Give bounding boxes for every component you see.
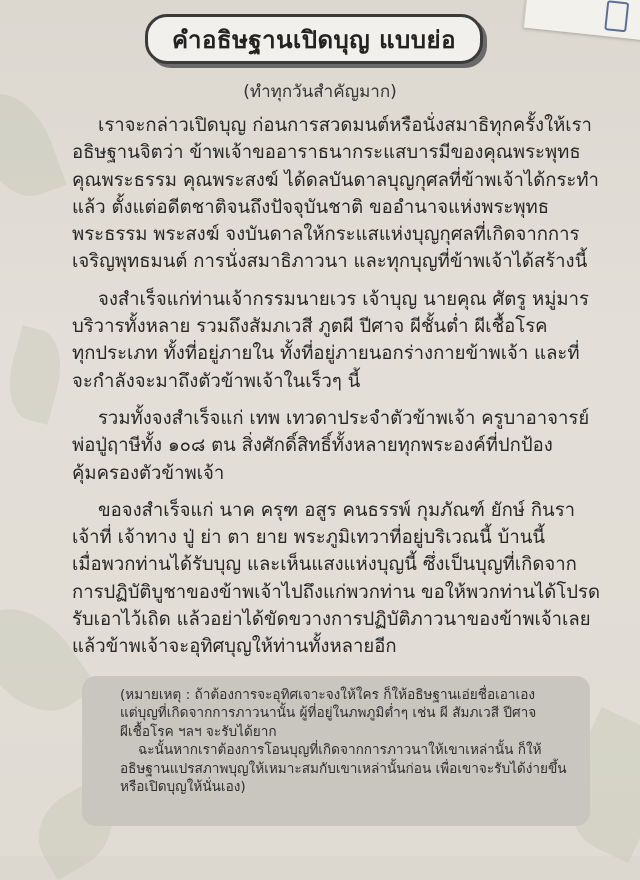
body-text <box>72 112 604 661</box>
text-line: บริวารทั้งหลาย รวมถึงสัมภเวสี ภูตผี ปีศาจ ผีชั้นต่ำ ผีเชื้อโรค <box>72 316 548 338</box>
text-line: รวมทั้งจงสำเร็จแก่ เทพ เทวดาประจำตัวข้าพเจ้า ครูบาอาจารย์ <box>98 407 590 429</box>
text-line: แล้วข้าพเจ้าจะอุทิศบุญให้ท่านทั้งหลายอีก <box>72 636 397 658</box>
text-line: การปฏิบัติบูชาของข้าพเจ้าไปถึงแก่พวกท่าน ขอให้พวกท่านได้โปรด <box>72 581 600 603</box>
page-title: คำอธิษฐานเปิดบุญ แบบย่อ <box>171 25 456 54</box>
text-line: พ่อปู่ฤาษีทั้ง ๑๐๘ ตน สิ่งศักดิ์สิทธิ์ทั้งหลายทุกพระองค์ที่ปกป้อง <box>72 435 553 457</box>
text-line: เราจะกล่าวเปิดบุญ ก่อนการสวดมนต์หรือนั่งสมาธิทุกครั้งให้เรา <box>98 115 592 136</box>
text-line: ขอจงสำเร็จแก่ นาค ครุฑ อสูร คนธรรพ์ กุมภัณฑ์ ยักษ์ กินรา <box>98 499 576 521</box>
text-line: อธิษฐานจิตว่า ข้าพเจ้าขออาราธนากระแสบารมีของคุณพระพุทธ <box>72 142 581 164</box>
text-line: รับเอาไว้เถิด แล้วอย่าได้ขัดขวางการปฏิบัติภาวนาของข้าพเจ้าเลย <box>72 609 591 631</box>
note-line: หรือเปิดบุญให้นั่นเอง) <box>120 779 246 796</box>
corner-card <box>523 0 640 40</box>
title-banner <box>145 14 483 64</box>
text-line: เมื่อพวกท่านได้รับบุญ และเห็นแสงแห่งบุญนี้ ซึ่งเป็นบุญที่เกิดจาก <box>72 554 577 576</box>
page-subtitle: (ทำทุกวันสำคัญมาก) <box>243 82 397 102</box>
note-line: ผีเชื้อโรค ฯลฯ จะรับได้ยาก <box>120 723 277 740</box>
note-line: แต่บุญที่เกิดจากการภาวนานั้น ผู้ที่อยู่ในภพภูมิต่ำๆ เช่น ผี สัมภเวสี ปีศาจ <box>120 705 537 722</box>
note-line: อธิษฐานแปรสภาพบุญให้เหมาะสมกับเขาเหล่านั้นก่อน เพื่อเขาจะรับได้ง่ายขึ้น <box>120 760 567 777</box>
stamp-icon <box>604 0 629 32</box>
text-line: จะกำลังจะมาถึงตัวข้าพเจ้าในเร็วๆ นี้ <box>72 370 361 392</box>
text-line: พระธรรม พระสงฆ์ จงบันดาลให้กระแสแห่งบุญกุศลที่เกิดจากการ <box>72 224 580 246</box>
text-line: เจริญพุทธมนต์ การนั่งสมาธิภาวนา และทุกบุญที่ข้าพเจ้าได้สร้างนี้ <box>72 251 588 273</box>
text-line: เจ้าที่ เจ้าทาง ปู่ ย่า ตา ยาย พระภูมิเทวาที่อยู่บริเวณนี้ บ้านนี้ <box>72 527 546 549</box>
text-line: จงสำเร็จแก่ท่านเจ้ากรรมนายเวร เจ้าบุญ นายคุณ ศัตรู หมู่มาร <box>98 288 589 310</box>
leaf-decoration <box>0 325 71 425</box>
note-line: ฉะนั้นหากเราต้องการโอนบุญที่เกิดจากการภาวนาให้เขาเหล่านั้น ก็ให้ <box>138 742 542 759</box>
text-line: ทุกประเภท ทั้งที่อยู่ภายใน ทั้งที่อยู่ภายนอกร่างกายข้าพเจ้า และที่ <box>72 343 580 365</box>
text-line: คุ้มครองตัวข้าพเจ้า <box>72 462 225 484</box>
text-line: คุณพระธรรม คุณพระสงฆ์ ได้ดลบันดาลบุญกุศลที่ข้าพเจ้าได้กระทำ <box>72 169 599 191</box>
note-text <box>120 686 572 796</box>
note-line: (หมายเหตุ : ถ้าต้องการจะอุทิศเจาะจงให้ใคร ก็ให้อธิษฐานเอ่ยชื่อเอาเอง <box>120 687 535 703</box>
text-line: แล้ว ตั้งแต่อดีตชาติจนถึงปัจจุบันชาติ ขออำนาจแห่งพระพุทธ <box>72 196 550 218</box>
